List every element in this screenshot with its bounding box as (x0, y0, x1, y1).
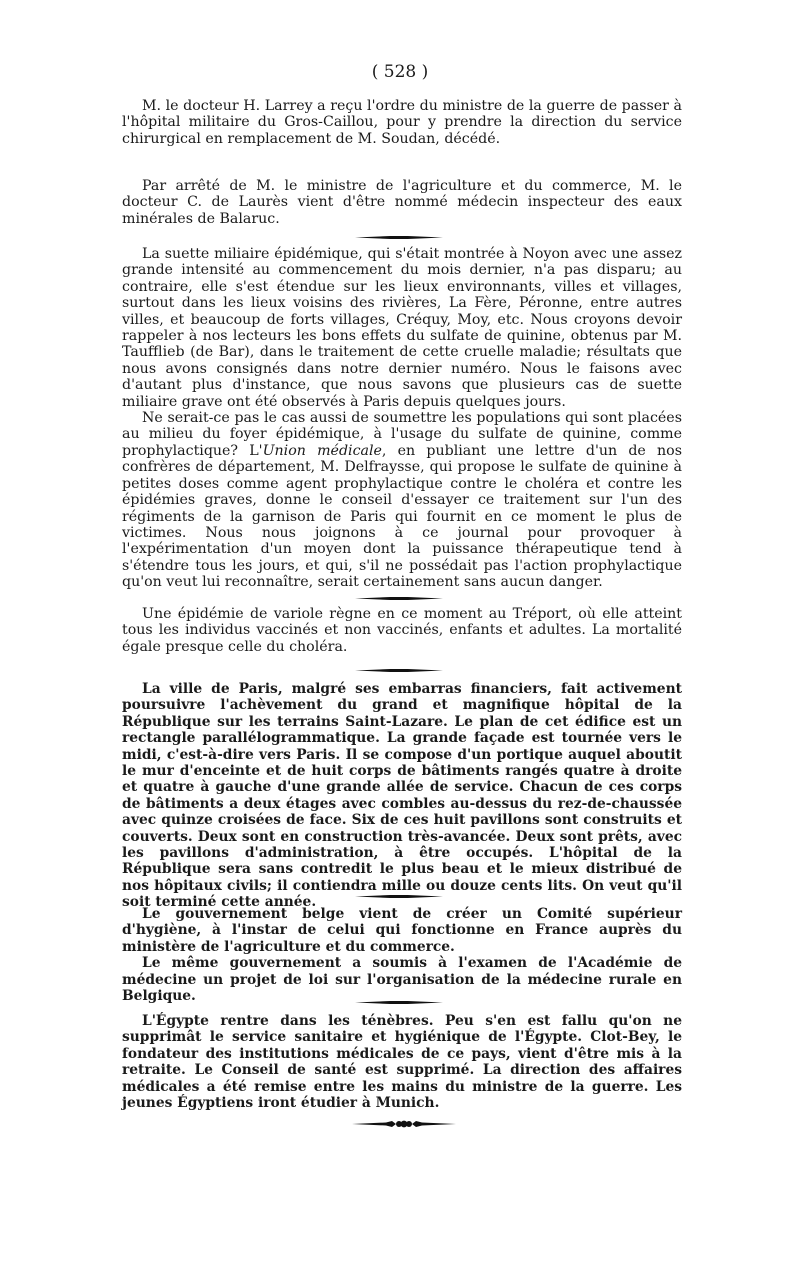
tailpiece-ornament (352, 1119, 456, 1129)
paragraph: Le même gouvernement a soumis à l'examen de l'Académie de médecine un projet de loi sur l'organisation de la médecine rurale en Belgique. (122, 955, 682, 1005)
paragraph-text: , en publiant une lettre d'un de nos confrères de département, M. Delfraysse, qui propose le sulfate de quinine à petites doses comme agent prophylactique contre le choléra et contre les épidémies graves, donne le conseil d'essayer ce traitement sur l'un des régiments de la garnison de Paris qui fournit en ce moment le plus de victimes. Nous nous joignons à ce journal pour provoquer à l'expérimentation d'un moyen dont la puissance thérapeutique tend à s'étendre tous les jours, et qui, s'il ne possédait pas l'action prophylactique qu'on veut lui reconnaître, serait certainement sans aucun danger. (122, 442, 682, 591)
news-item-belgique (122, 906, 682, 1004)
news-item-laures (122, 178, 682, 227)
section-divider (355, 236, 443, 239)
paragraph: Une épidémie de variole règne en ce moment au Tréport, où elle atteint tous les individus vaccinés et non vaccinés, enfants et adultes. La mortalité égale presque celle du choléra. (122, 606, 682, 655)
paragraph: M. le docteur H. Larrey a reçu l'ordre du ministre de la guerre de passer à l'hôpital militaire du Gros-Caillou, pour y prendre la direction du service chirurgical en remplacement de M. Soudan, décédé. (122, 98, 682, 147)
paragraph: L'Égypte rentre dans les ténèbres. Peu s'en est fallu qu'on ne supprimât le service sanitaire et hygiénique de l'Égypte. Clot-Bey, le fondateur des institutions médicales de ce pays, vient d'être mis à la retraite. Le Conseil de santé est supprimé. La direction des affaires médicales a été remise entre les mains du ministre de la guerre. Les jeunes Égyptiens iront étudier à Munich. (122, 1013, 682, 1112)
paragraph: La suette miliaire épidémique, qui s'était montrée à Noyon avec une assez grande intensité au commencement du mois dernier, n'a pas disparu; au contraire, elle s'est étendue sur les lieux environnants, villes et villages, surtout dans les lieux voisins des rivières, La Fère, Péronne, entre autres villes, et beaucoup de forts villages, Créquy, Moy, etc. Nous croyons devoir rappeler à nos lecteurs les bons effets du sulfate de quinine, obtenus par M. Taufflieb (de Bar), dans le traitement de cette cruelle maladie; résultats que nous avons consignés dans notre dernier numéro. Nous le faisons avec d'autant plus d'instance, que nous savons que plusieurs cas de suette miliaire grave ont été observés à Paris depuis quelques jours. (122, 246, 682, 410)
news-item-suette-miliaire (122, 246, 682, 591)
paragraph-text: Ne serait-ce pas le cas aussi de soumettre les populations qui sont placées au milieu du foyer épidémique, à l'usage du sulfate de quinine, comme prophylactique? L' (122, 410, 682, 459)
paragraph: Par arrêté de M. le ministre de l'agriculture et du commerce, M. le docteur C. de Laurès vient d'être nommé médecin inspecteur des eaux minérales de Balaruc. (122, 178, 682, 227)
news-item-hopital-republique (122, 681, 682, 911)
journal-title: Union médicale (262, 442, 382, 459)
section-divider (355, 669, 443, 672)
section-divider (355, 597, 443, 600)
page-number: ( 528 ) (371, 62, 429, 82)
news-item-variole (122, 606, 682, 655)
paragraph: La ville de Paris, malgré ses embarras financiers, fait activement poursuivre l'achèvement du grand et magnifique hôpital de la République sur les terrains Saint-Lazare. Le plan de cet édifice est un rectangle parallélogrammatique. La grande façade est tournée vers le midi, c'est-à-dire vers Paris. Il se compose d'un portique auquel aboutit le mur d'enceinte et de huit corps de bâtiments rangés quatre à droite et quatre à gauche d'une grande allée de service. Chacun de ces corps de bâtiments a deux étages avec combles au-dessus du rez-de-chaussée avec quinze croisées de face. Six de ces huit pavillons sont construits et couverts. Deux sont en construction très-avancée. Deux sont prêts, avec les pavillons d'administration, à être occupés. L'hôpital de la République sera sans contredit le plus beau et le mieux distribué de nos hôpitaux civils; il contiendra mille ou douze cents lits. On veut qu'il soit terminé cette année. (122, 681, 682, 911)
news-item-larrey (122, 98, 682, 147)
news-item-egypte (122, 1013, 682, 1111)
paragraph: Le gouvernement belge vient de créer un Comité supérieur d'hygiène, à l'instar de celui qui fonctionne en France auprès du ministère de l'agriculture et du commerce. (122, 906, 682, 955)
paragraph (122, 410, 682, 590)
